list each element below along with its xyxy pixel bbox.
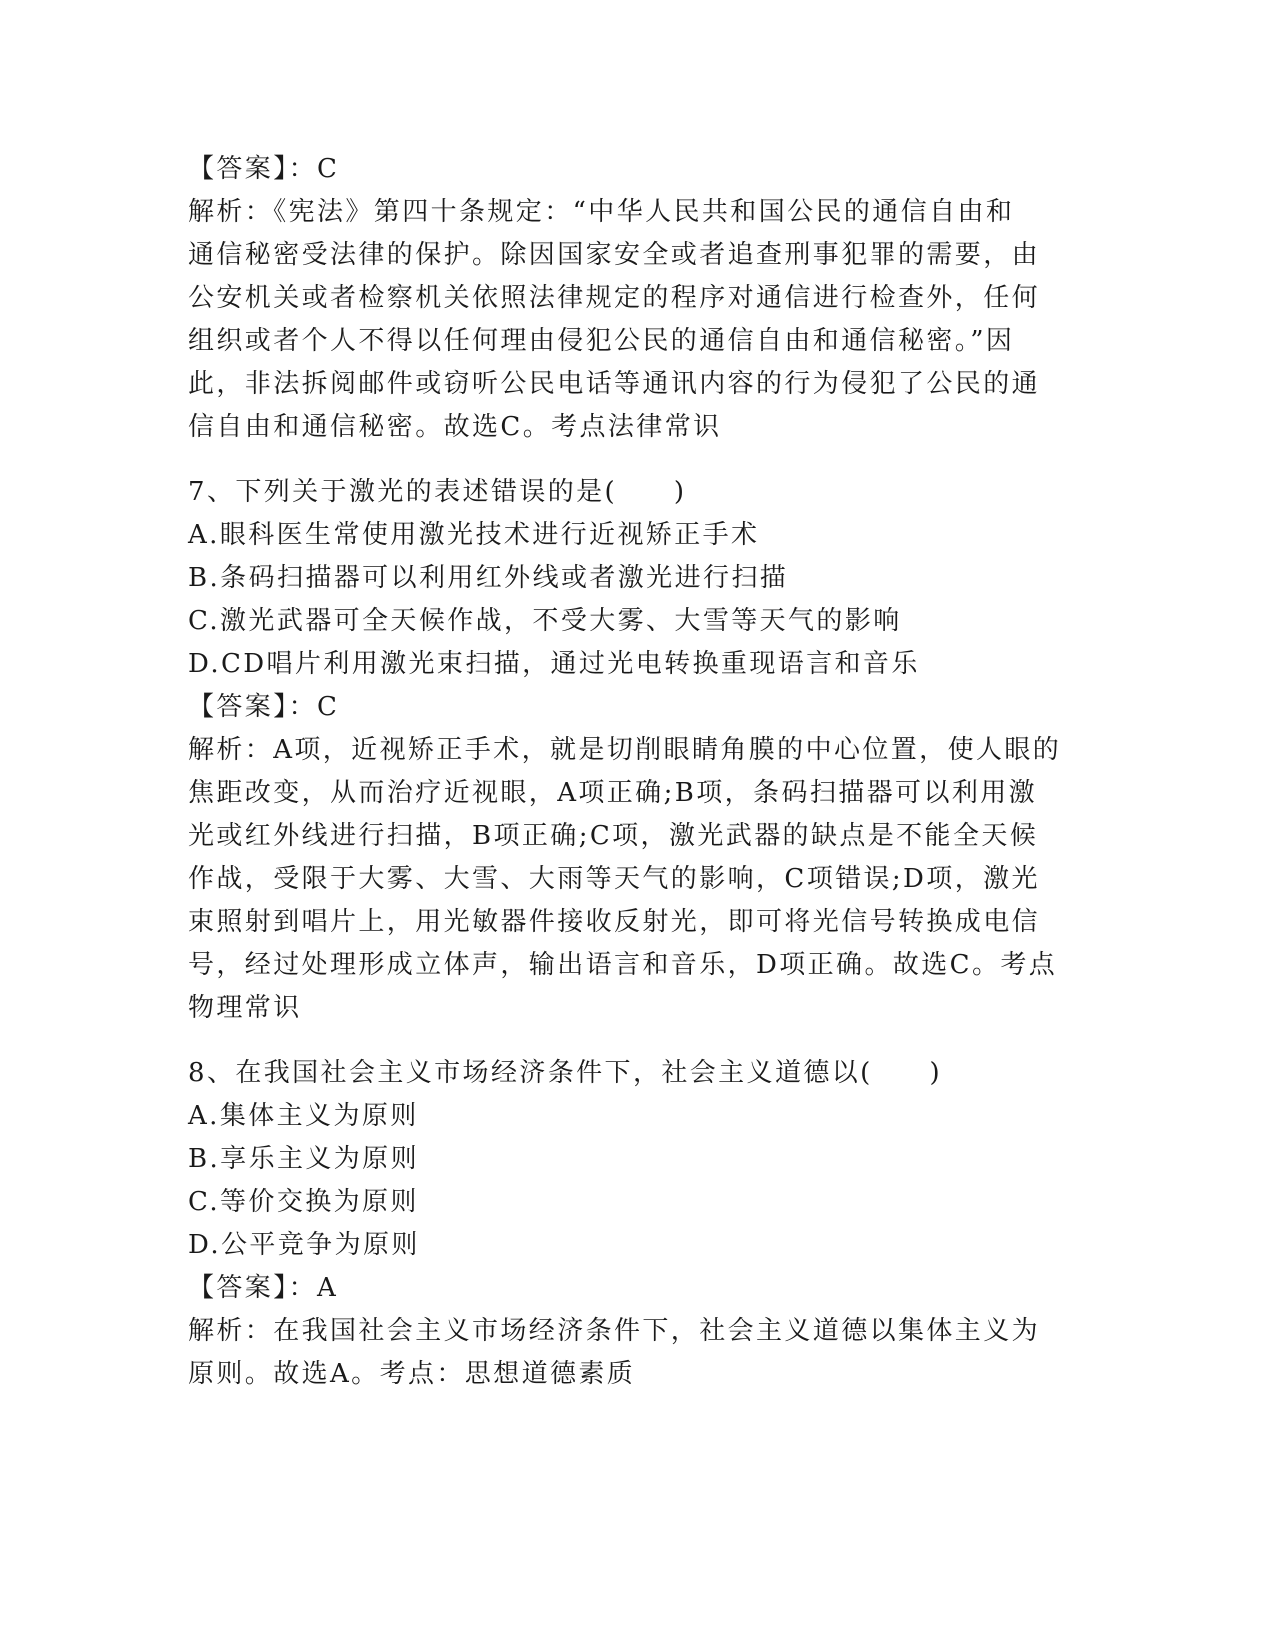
answer-label: 【答案】：C bbox=[188, 692, 340, 722]
explanation-line: 束照射到唱片上，用光敏器件接收反射光，即可将光信号转换成电信 bbox=[188, 907, 1041, 937]
explanation-line: 焦距改变，从而治疗近视眼，A项正确;B项，条码扫描器可以利用激 bbox=[188, 778, 1038, 808]
explanation-line: 解析：在我国社会主义市场经济条件下，社会主义道德以集体主义为 bbox=[188, 1316, 1041, 1346]
option-d: D.公平竞争为原则 bbox=[188, 1230, 420, 1260]
option-d: D.CD唱片利用激光束扫描，通过光电转换重现语言和音乐 bbox=[188, 649, 920, 679]
question-stem: 8、在我国社会主义市场经济条件下，社会主义道德以( ) bbox=[188, 1058, 943, 1088]
answer-label: 【答案】：A bbox=[188, 1273, 339, 1303]
option-a: A.集体主义为原则 bbox=[188, 1101, 419, 1131]
explanation-line: 原则。故选A。考点：思想道德素质 bbox=[188, 1359, 636, 1389]
option-b: B.条码扫描器可以利用红外线或者激光进行扫描 bbox=[188, 563, 789, 593]
option-a: A.眼科医生常使用激光技术进行近视矫正手术 bbox=[188, 520, 760, 550]
explanation-line: 组织或者个人不得以任何理由侵犯公民的通信自由和通信秘密。”因 bbox=[188, 326, 1015, 356]
explanation-line: 此，非法拆阅邮件或窃听公民电话等通讯内容的行为侵犯了公民的通 bbox=[188, 369, 1041, 399]
explanation-line: 物理常识 bbox=[188, 993, 302, 1023]
option-c: C.激光武器可全天候作战，不受大雾、大雪等天气的影响 bbox=[188, 606, 902, 636]
explanation-line: 解析：《宪法》第四十条规定：“中华人民共和国公民的通信自由和 bbox=[188, 197, 1015, 227]
answer-block-q6 bbox=[188, 148, 1088, 449]
question-stem: 7、下列关于激光的表述错误的是( ) bbox=[188, 477, 687, 507]
explanation-line: 通信秘密受法律的保护。除因国家安全或者追查刑事犯罪的需要，由 bbox=[188, 240, 1041, 270]
explanation-line: 信自由和通信秘密。故选C。考点法律常识 bbox=[188, 412, 722, 442]
explanation-line: 号，经过处理形成立体声，输出语言和音乐，D项正确。故选C。考点 bbox=[188, 950, 1058, 980]
question-block-8 bbox=[188, 1052, 1088, 1396]
explanation-line: 公安机关或者检察机关依照法律规定的程序对通信进行检查外，任何 bbox=[188, 283, 1041, 313]
document-page bbox=[188, 148, 1088, 1396]
option-b: B.享乐主义为原则 bbox=[188, 1144, 419, 1174]
answer-label: 【答案】：C bbox=[188, 154, 340, 184]
explanation-line: 作战，受限于大雾、大雪、大雨等天气的影响，C项错误;D项，激光 bbox=[188, 864, 1040, 894]
option-c: C.等价交换为原则 bbox=[188, 1187, 419, 1217]
spacer bbox=[188, 1030, 1088, 1052]
explanation-line: 解析：A项，近视矫正手术，就是切削眼睛角膜的中心位置，使人眼的 bbox=[188, 735, 1062, 765]
question-block-7 bbox=[188, 471, 1088, 1030]
spacer bbox=[188, 449, 1088, 471]
explanation-line: 光或红外线进行扫描，B项正确;C项，激光武器的缺点是不能全天候 bbox=[188, 821, 1039, 851]
